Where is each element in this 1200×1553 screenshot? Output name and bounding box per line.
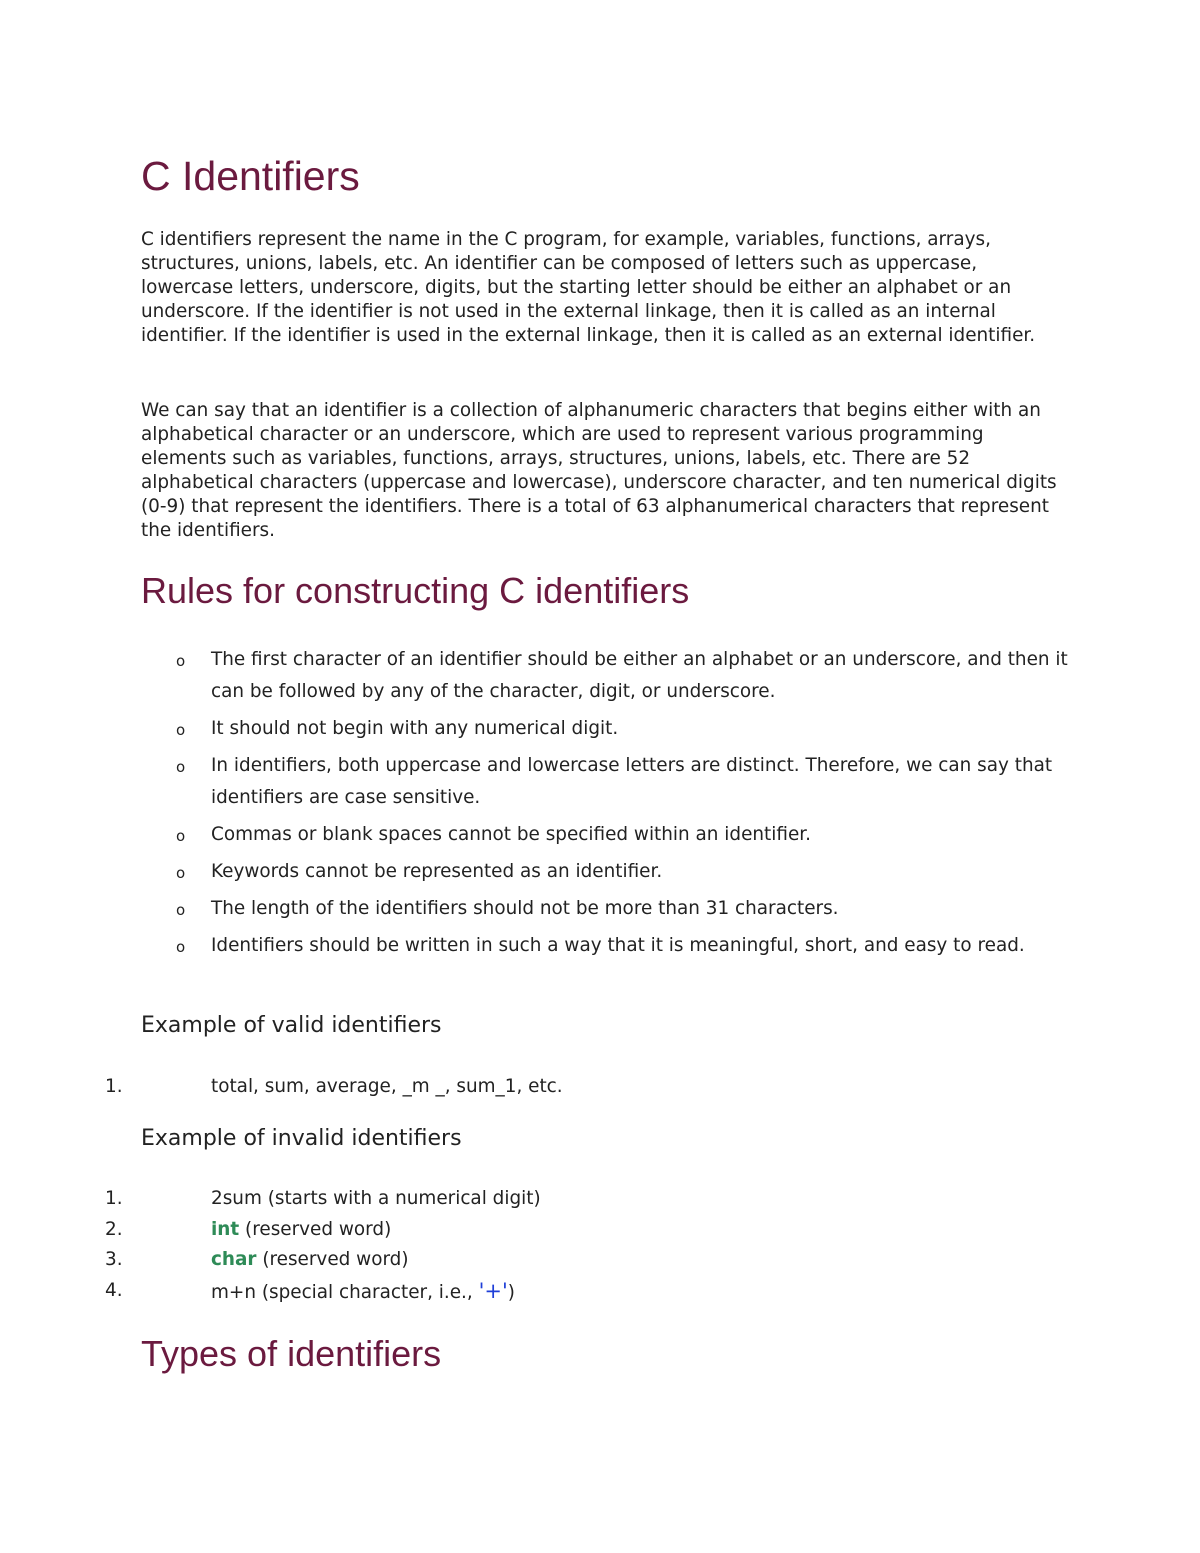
- keyword-char: char: [211, 1249, 257, 1270]
- rules-list: [0, 644, 1100, 967]
- invalid-heading: Example of invalid identifiers: [141, 1126, 462, 1151]
- page-title: C Identifiers: [141, 153, 360, 199]
- rule-text: The first character of an identifier should be either an alphabet or an underscore, and then it can be followed by any of the character, digit, or underscore.: [211, 649, 1068, 702]
- list-item: [0, 1276, 1100, 1309]
- list-item: [0, 1245, 1100, 1276]
- rules-heading: Rules for constructing C identifiers: [141, 570, 690, 611]
- valid-heading: Example of valid identifiers: [141, 1013, 442, 1038]
- types-heading: Types of identifiers: [141, 1333, 442, 1374]
- keyword-int: int: [211, 1218, 240, 1240]
- rule-text: In identifiers, both uppercase and lowercase letters are distinct. Therefore, we can say that identifiers are case sensitive.: [211, 755, 1053, 808]
- list-item: [0, 856, 1071, 888]
- item-number: 1.: [105, 1188, 123, 1209]
- list-item: [0, 819, 1071, 851]
- example-text: total, sum, average, _m _, sum_1, etc.: [211, 1076, 563, 1097]
- bullet-icon: o: [176, 901, 186, 919]
- example-text: (reserved word): [256, 1249, 409, 1270]
- rule-text: Commas or blank spaces cannot be specified within an identifier.: [211, 824, 811, 845]
- example-text: m+n (special character, i.e.,: [211, 1281, 479, 1303]
- rule-text: It should not begin with any numerical digit.: [211, 718, 619, 739]
- rule-text: Keywords cannot be represented as an identifier.: [211, 861, 663, 882]
- bullet-icon: o: [176, 938, 186, 956]
- rule-text: Identifiers should be written in such a way that it is meaningful, short, and easy to read.: [211, 935, 1025, 956]
- item-number: 4.: [105, 1279, 123, 1301]
- second-paragraph: We can say that an identifier is a collection of alphanumeric characters that begins either with an alphabetical character or an underscore, which are used to represent various programming elements such as variables, functions, arrays, structures, unions, labels, etc. There are 52 alphabetical characters (uppercase and lowercase), underscore character, and ten numerical digits (0-9) that represent the identifiers. There is a total of 63 alphanumerical characters that represent the identifiers.: [141, 400, 1057, 541]
- intro-paragraph: C identifiers represent the name in the C program, for example, variables, functions, arrays, structures, unions, labels, etc. An identifier can be composed of letters such as uppercase, lowercase letters, underscore, digits, but the starting letter should be either an alphabet or an underscore. If the identifier is not used in the external linkage, then it is called as an internal identifier. If the identifier is used in the external linkage, then it is called as an external identifier.: [141, 229, 1036, 346]
- bullet-icon: o: [176, 758, 186, 776]
- example-text-suffix: ): [507, 1281, 515, 1303]
- valid-examples-list: [0, 1072, 1100, 1103]
- list-item: [0, 1072, 1100, 1103]
- list-item: [0, 930, 1071, 962]
- list-item: [0, 644, 1071, 708]
- list-item: [0, 713, 1071, 745]
- list-item: [0, 750, 1071, 814]
- list-item: [0, 893, 1071, 925]
- rule-text: The length of the identifiers should not be more than 31 characters.: [211, 898, 839, 919]
- string-literal: '+': [478, 1278, 508, 1303]
- list-item: [0, 1184, 1100, 1215]
- list-item: [0, 1215, 1100, 1246]
- example-text: (reserved word): [239, 1218, 392, 1240]
- bullet-icon: o: [176, 827, 186, 845]
- item-number: 3.: [105, 1249, 123, 1270]
- item-number: 2.: [105, 1218, 123, 1240]
- item-number: 1.: [105, 1076, 123, 1097]
- bullet-icon: o: [176, 652, 186, 670]
- bullet-icon: o: [176, 864, 186, 882]
- example-text: 2sum (starts with a numerical digit): [211, 1188, 541, 1209]
- bullet-icon: o: [176, 721, 186, 739]
- invalid-examples-list: [0, 1184, 1100, 1308]
